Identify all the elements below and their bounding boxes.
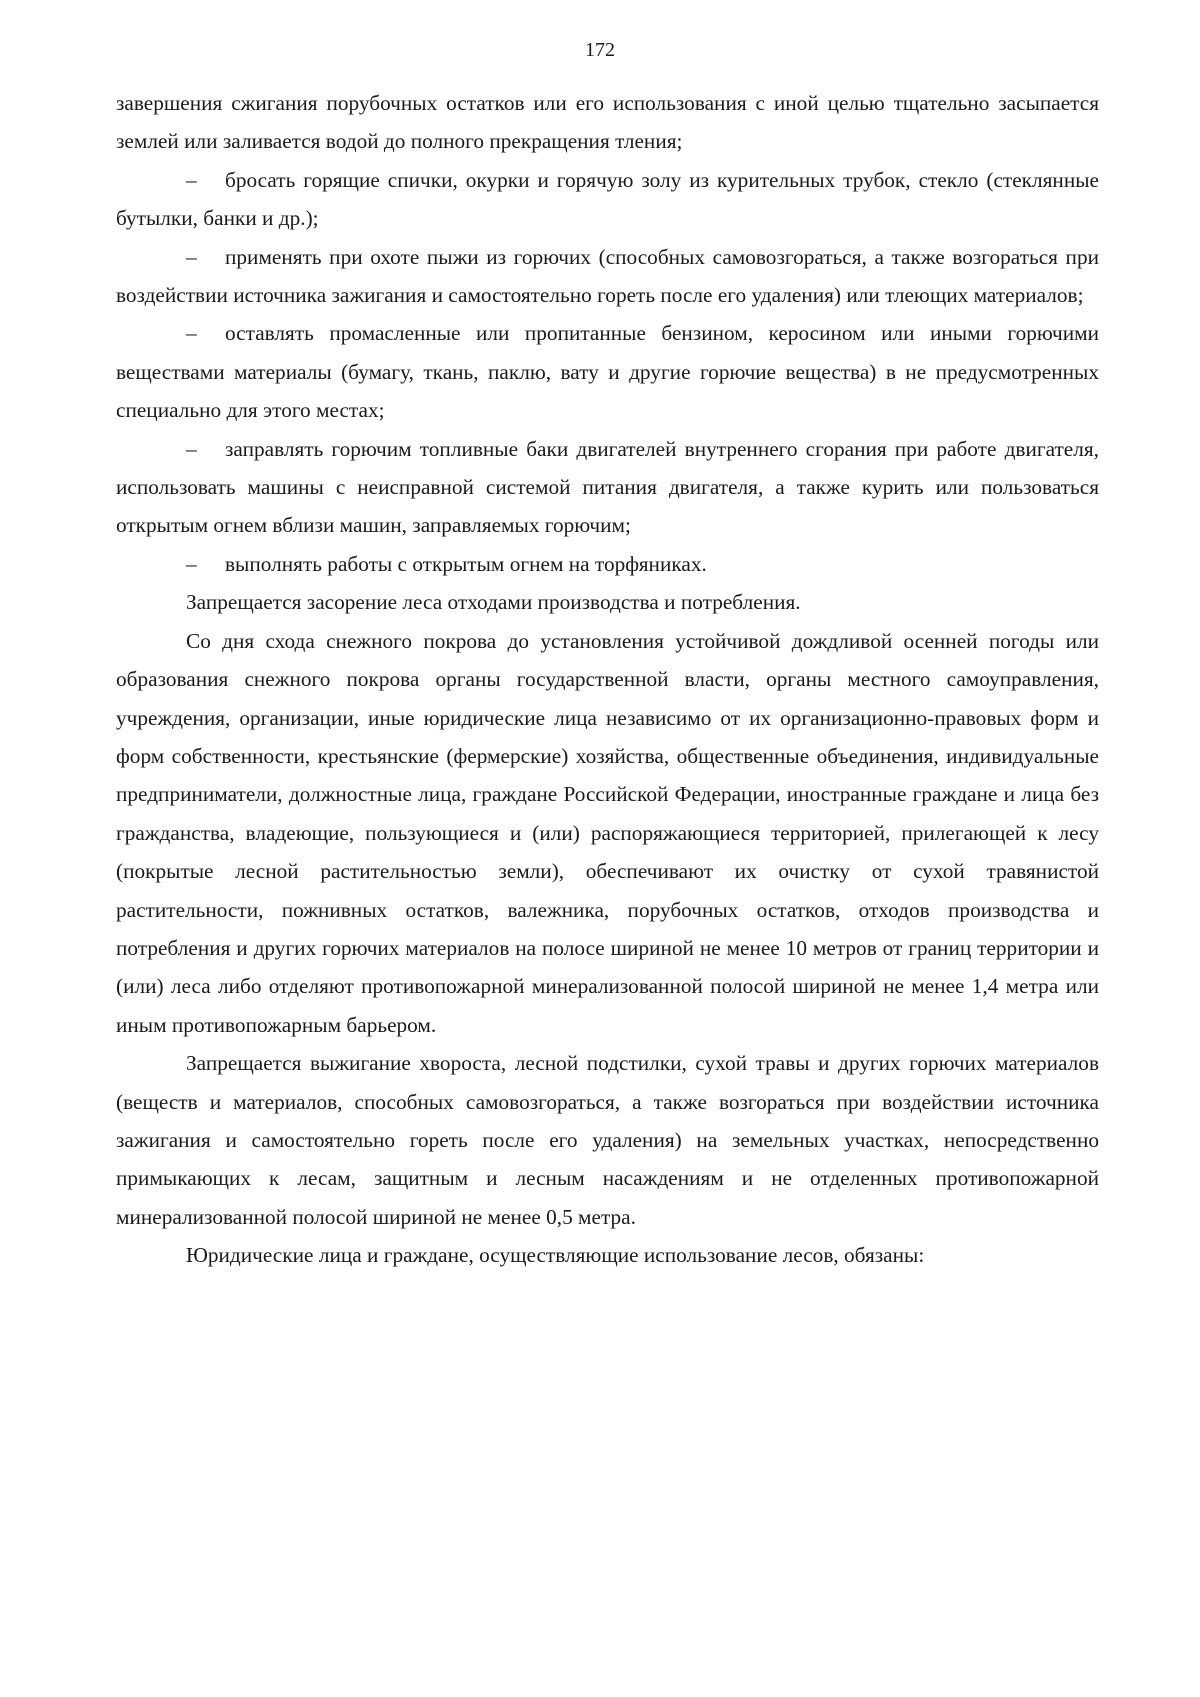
dash-marker: – [186, 244, 197, 269]
dash-marker: – [186, 551, 197, 576]
list-item-dash [116, 430, 1099, 545]
paragraph: Со дня схода снежного покрова до установления устойчивой дождливой осенней погоды или образования снежного покрова органы государственной власти, органы местного самоуправления, учреждения, организации, иные юридические лица независимо от их организационно-правовых форм и форм собственности, крестьянские (фермерские) хозяйства, общественные объединения, индивидуальные предприниматели, должностные лица, граждане Российской Федерации, иностранные граждане и лица без гражданства, владеющие, пользующиеся и (или) распоряжающиеся территорией, прилегающей к лесу (покрытые лесной растительностью земли), обеспечивают их очистку от сухой травянистой растительности, пожнивных остатков, валежника, порубочных остатков, отходов производства и потребления и других горючих материалов на полосе шириной не менее 10 метров от границ территории и (или) леса либо отделяют противопожарной минерализованной полосой шириной не менее 1,4 метра или иным противопожарным барьером. [116, 628, 1099, 1037]
paragraph: Запрещается засорение леса отходами производства и потребления. [186, 590, 801, 615]
list-item-text: применять при охоте пыжи из горючих (способных самовозгораться, а также возгораться при воздействии источника зажигания и самостоятельно гореть после его удаления) или тлеющих материалов; [116, 244, 1099, 308]
paragraph-continuation: завершения сжигания порубочных остатков или его использования с иной целью тщательно засыпается землей или заливается водой до полного прекращения тления; [116, 91, 1099, 154]
list-item-text: заправлять горючим топливные баки двигателей внутреннего сгорания при работе двигателя, использовать машины с неисправной системой питания двигателя, а также курить или пользоваться открытым огнем вблизи машин, заправляемых горючим; [116, 436, 1099, 538]
dash-marker: – [186, 167, 197, 192]
paragraph: Юридические лица и граждане, осуществляющие использование лесов, обязаны: [186, 1243, 925, 1268]
list-item-text: бросать горящие спички, окурки и горячую золу из курительных трубок, стекло (стеклянные бутылки, банки и др.); [116, 167, 1099, 231]
list-item-dash [116, 161, 1099, 238]
document-body [116, 84, 1099, 1275]
list-item-text: выполнять работы с открытым огнем на торфяниках. [225, 551, 707, 576]
list-item-text: оставлять промасленные или пропитанные бензином, керосином или иными горючими веществами материалы (бумагу, ткань, паклю, вату и другие горючие вещества) в не предусмотренных специально для этого местах; [116, 321, 1099, 423]
paragraph: Запрещается выжигание хвороста, лесной подстилки, сухой травы и других горючих материалов (веществ и материалов, способных самовозгораться, а также возгораться при воздействии источника зажигания и самостоятельно гореть после его удаления) на земельных участках, непосредственно примыкающих к лесам, защитным и лесным насаждениям и не отделенных противопожарной минерализованной полосой шириной не менее 0,5 метра. [116, 1051, 1099, 1229]
list-item-dash [116, 314, 1099, 429]
list-item-dash [116, 545, 1099, 583]
dash-marker: – [186, 436, 197, 461]
page-number: 172 [585, 39, 615, 61]
list-item-dash [116, 238, 1099, 315]
dash-marker: – [186, 321, 197, 346]
